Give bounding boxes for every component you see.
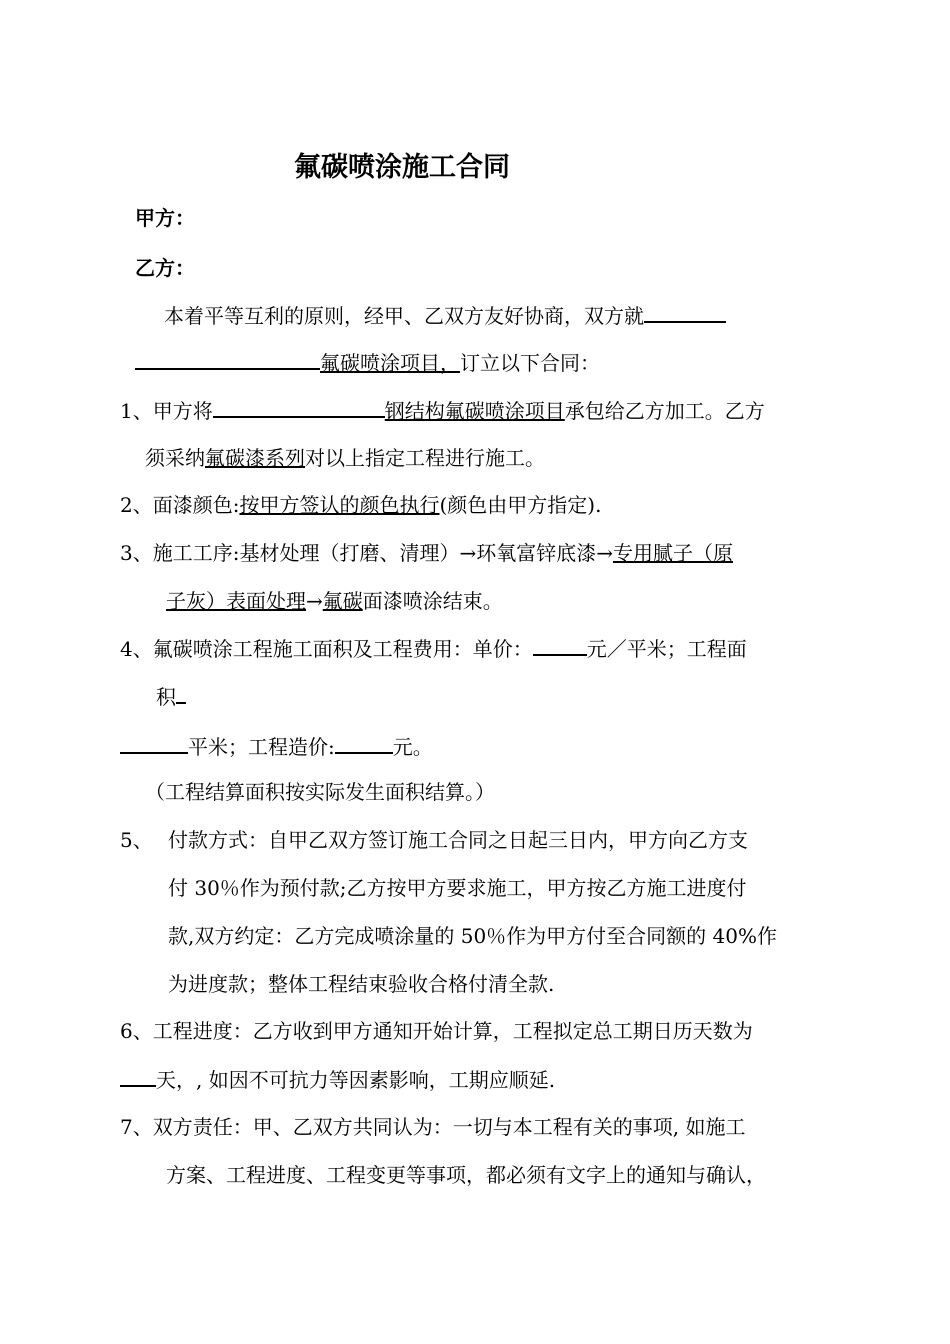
clause-3-prefix: 3、施工工序:基材处理（打磨、清理）→环氧富锌底漆→	[120, 541, 613, 565]
clause-3-fluoro: 氟碳	[322, 589, 363, 613]
clause-5-line-4: 为进度款；整体工程结束验收合格付清全款.	[168, 972, 555, 996]
clause-6-line-2	[120, 1065, 555, 1093]
clause-6-line2-text: 天，, 如因不可抗力等因素影响，工期应顺延.	[156, 1068, 556, 1092]
clause-3-arrow: →	[306, 589, 323, 613]
clause-1-project: 钢结构氟碳喷涂项目	[384, 399, 565, 423]
clause-1-prefix: 1、甲方将	[120, 399, 213, 423]
clause-1-suffix: 承包给乙方加工。乙方	[564, 399, 765, 423]
total-price-blank	[335, 732, 393, 754]
clause-2-color: 按甲方签认的颜色执行	[239, 493, 440, 517]
clause-3-putty: 专用腻子（原	[612, 541, 733, 565]
clause-1-line2-prefix: 须采纳	[145, 446, 205, 470]
clause-1-line-1	[120, 396, 765, 424]
clause-5-line-3: 款,双方约定：乙方完成喷涂量的 50％作为甲方付至合同额的 40%作	[168, 924, 777, 948]
clause-1-paint: 氟碳漆系列	[205, 446, 305, 470]
party-a-label: 甲方：	[135, 206, 195, 230]
clause-4-price-unit: 元。	[392, 735, 433, 759]
project-blank-2	[135, 348, 320, 370]
intro-project: 氟碳喷涂项目，	[320, 351, 460, 375]
clause-5-line-2: 付 30％作为预付款;乙方按甲方要求施工，甲方按乙方施工进度付	[168, 876, 747, 900]
area-blank	[176, 682, 186, 704]
clause-5-number: 5、	[120, 828, 153, 852]
clause-3-line-1	[120, 539, 733, 567]
clause-3-line-2	[166, 587, 503, 615]
intro-rest: 订立以下合同：	[460, 351, 600, 375]
clause-2	[120, 491, 601, 519]
duration-blank	[120, 1065, 156, 1087]
clause-4-suffix: 元／平米；工程面	[586, 637, 747, 661]
clause-4-note: （工程结算面积按实际发生面积结算。）	[145, 780, 495, 804]
clause-5-line-1: 付款方式：自甲乙双方签订施工合同之日起三日内，甲方向乙方支	[168, 828, 748, 852]
clause-4-line-3	[120, 732, 433, 760]
clause-2-suffix: (颜色由甲方指定).	[439, 493, 602, 517]
intro-line-2	[135, 348, 600, 376]
clause-2-prefix: 2、面漆颜色:	[120, 493, 240, 517]
project-blank	[644, 301, 726, 323]
clause-1-line-2	[145, 444, 545, 472]
clause-7-line-2: 方案、工程进度、工程变更等事项，都必须有文字上的通知与确认，	[166, 1163, 766, 1187]
clause-1-line2-suffix: 对以上指定工程进行施工。	[305, 446, 545, 470]
contract-title: 氟碳喷涂施工合同	[294, 152, 510, 183]
clause-3-putty-2: 子灰）表面处理	[166, 589, 306, 613]
clause-3-suffix: 面漆喷涂结束。	[362, 589, 503, 613]
intro-text: 本着平等互利的原则，经甲、乙双方友好协商，双方就	[164, 304, 644, 328]
clause-4-area-unit: 平米；工程造价:	[188, 735, 335, 759]
clause-4-prefix: 4、氟碳喷涂工程施工面积及工程费用：单价：	[120, 637, 533, 661]
clause-7-line-1: 7、双方责任：甲、乙双方共同认为：一切与本工程有关的事项, 如施工	[120, 1115, 746, 1139]
area-blank-2	[120, 732, 188, 754]
party-b-label: 乙方：	[135, 256, 195, 280]
clause-4-area-label: 积	[156, 685, 176, 709]
clause-4-line-2	[156, 682, 186, 710]
intro-line-1	[164, 301, 726, 329]
clause-4-line-1	[120, 634, 747, 662]
clause-1-blank	[213, 396, 385, 418]
clause-6-line-1: 6、工程进度：乙方收到甲方通知开始计算，工程拟定总工期日历天数为	[120, 1019, 753, 1043]
unit-price-blank	[533, 634, 587, 656]
